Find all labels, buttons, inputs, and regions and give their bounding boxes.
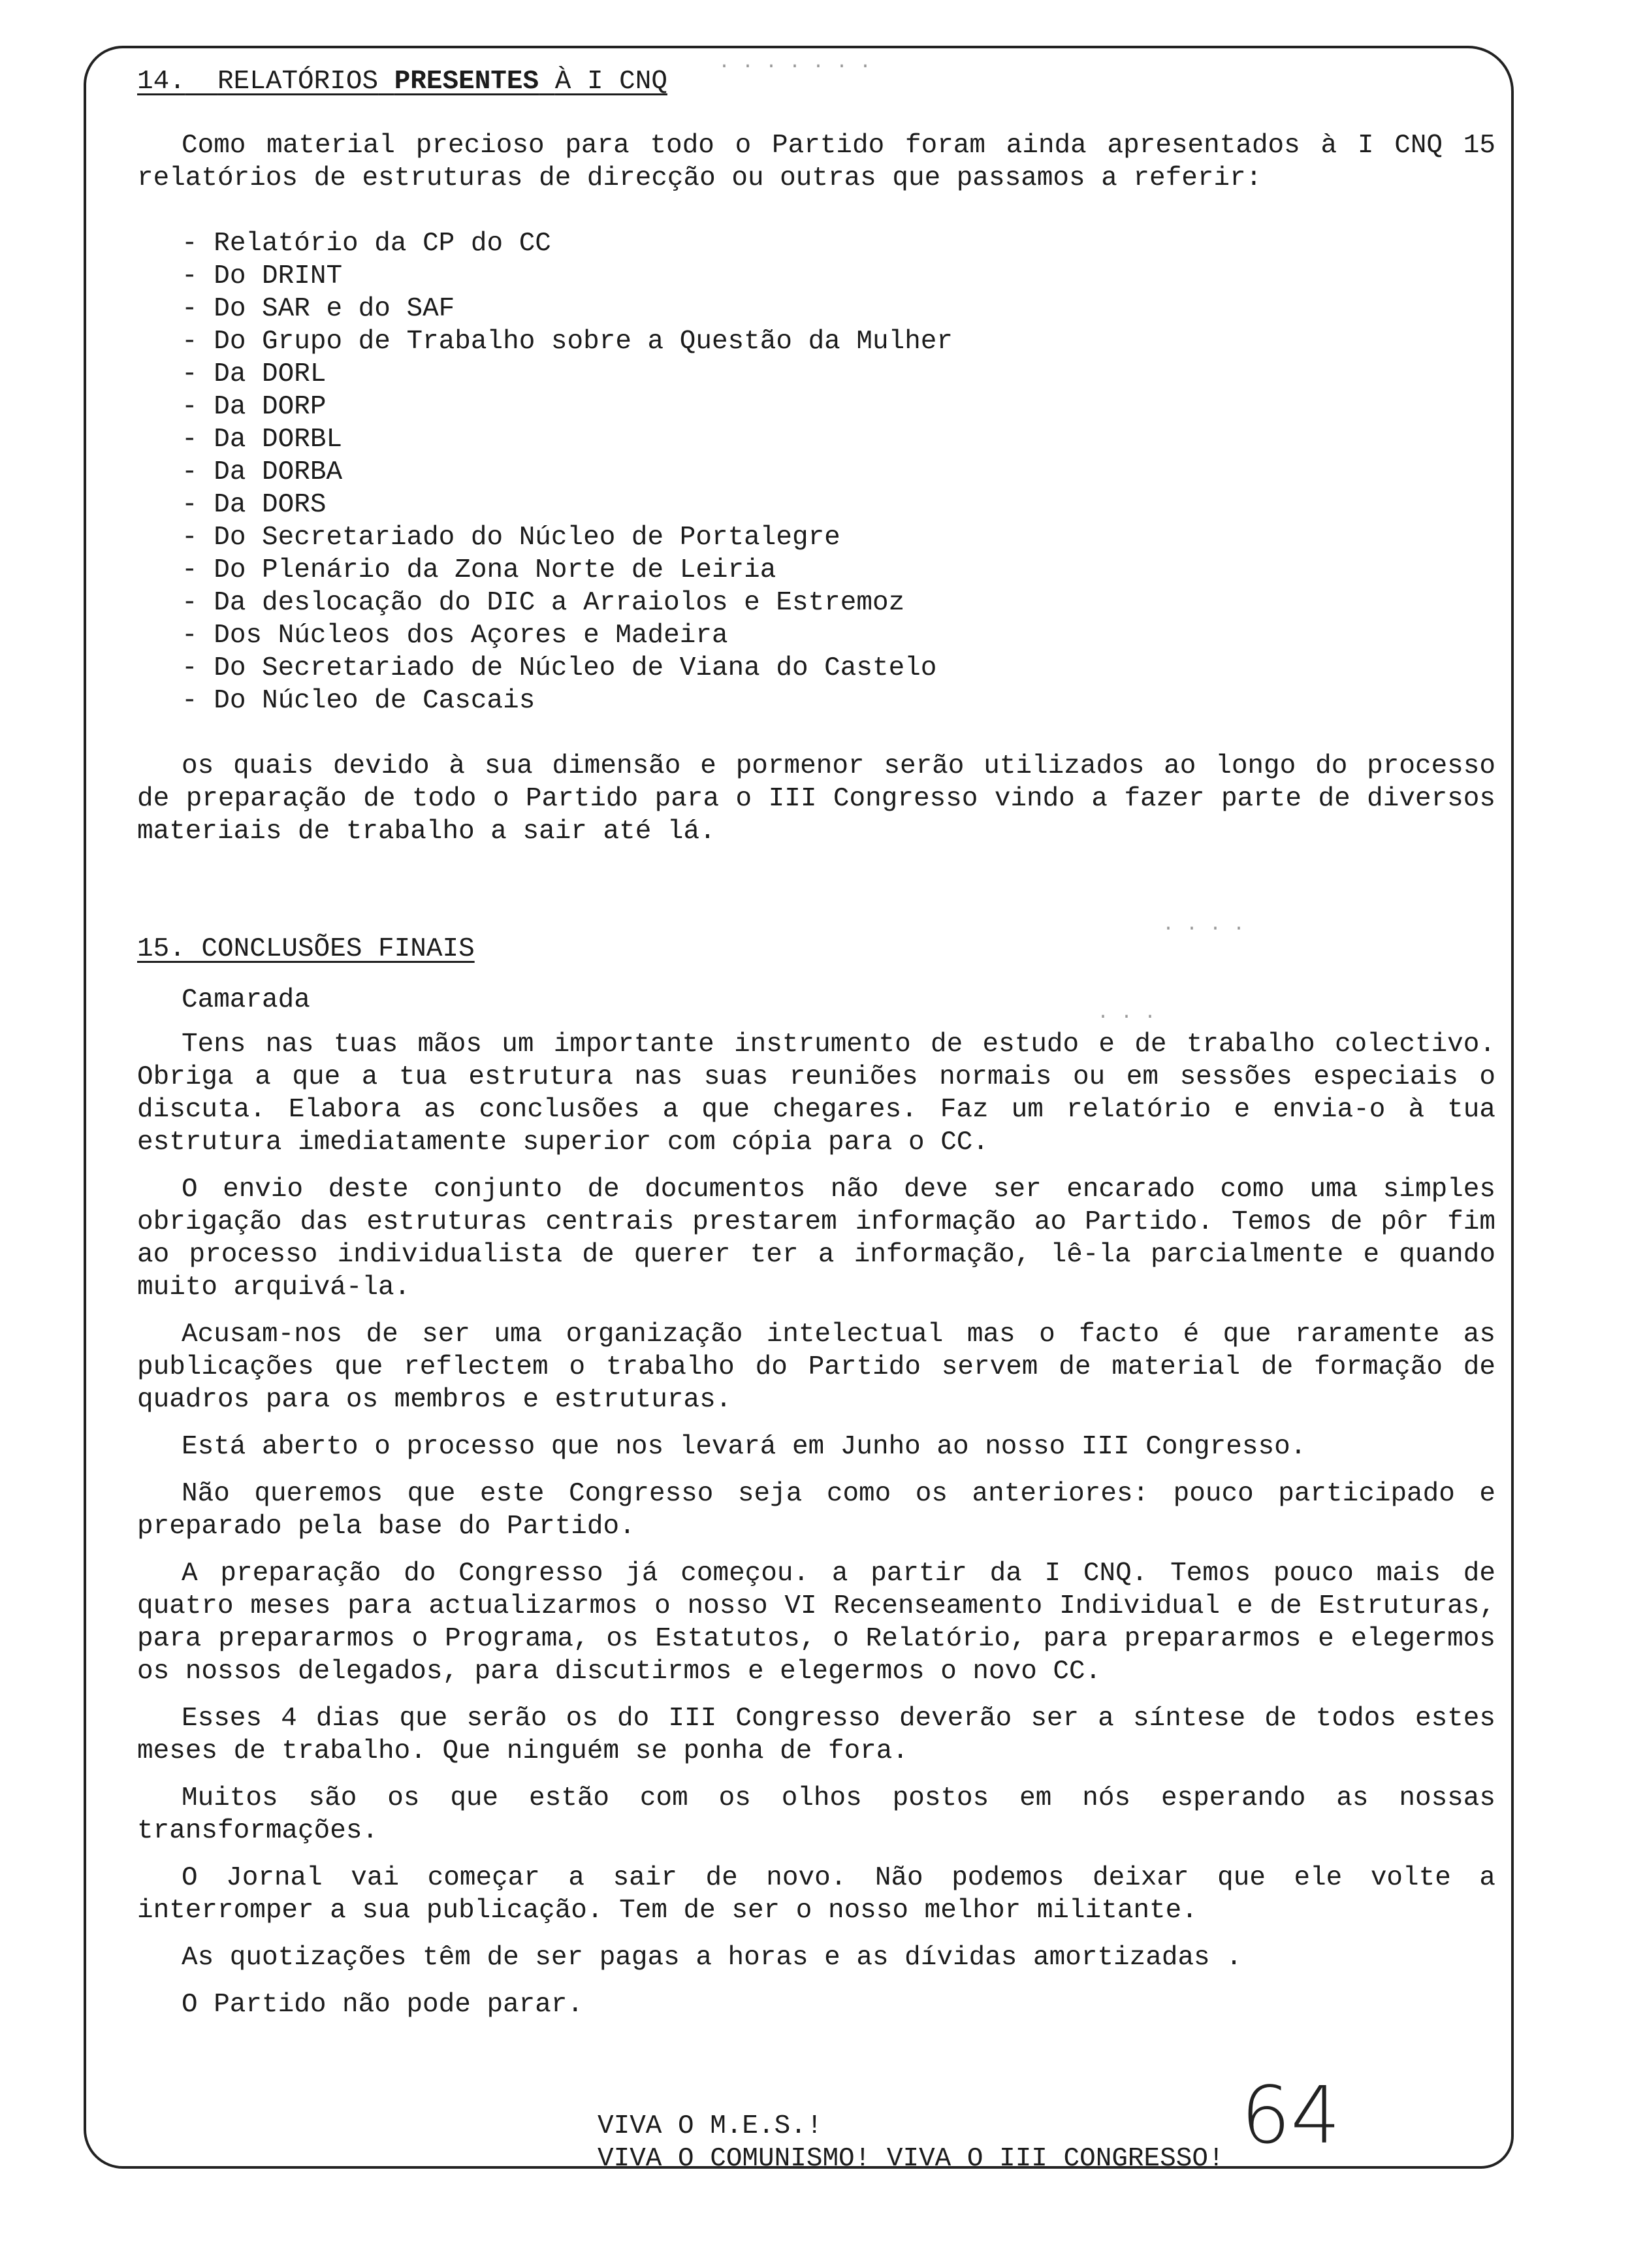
list-item: - Dos Núcleos dos Açores e Madeira: [182, 619, 1495, 652]
list-item: - Da DORS: [182, 489, 1495, 521]
section-14-title-end: À I CNQ: [554, 67, 667, 97]
page-number: 64: [1241, 2071, 1341, 2162]
conclusion-paragraph: A preparação do Congresso já começou. a partir da I CNQ. Temos pouco mais de quatro meses para actualizarmos o nosso VI Recenseamento Individual e de Estruturas, para prepararmos o Programa, os Estatutos, o Relatório, para prepararmos e elegermos os nossos delegados, para discutirmos e elegermos o novo CC.: [137, 1559, 1495, 1687]
conclusion-paragraph: As quotizações têm de ser pagas a horas e as dívidas amortizadas .: [182, 1943, 1242, 1973]
list-item: - Do DRINT: [182, 260, 1495, 293]
conclusion-paragraph: Esses 4 dias que serão os do III Congresso deverão ser a síntese de todos estes meses de trabalho. Que ninguém se ponha de fora.: [137, 1704, 1495, 1766]
scan-speckle: · · · ·: [1162, 918, 1245, 940]
conclusion-paragraph: Acusam-nos de ser uma organização intelectual mas o facto é que raramente as publicações que reflectem o trabalho do Partido servem de material de formação de quadros para os membros e estruturas.: [137, 1320, 1495, 1415]
footer-line-2: VIVA O COMUNISMO! VIVA O III CONGRESSO!: [598, 2144, 1224, 2174]
footer-line-1: VIVA O M.E.S.!: [598, 2111, 823, 2141]
conclusion-paragraph: Está aberto o processo que nos levará em Junho ao nosso III Congresso.: [182, 1432, 1307, 1462]
scan-speckle: · · ·: [1097, 1006, 1157, 1028]
list-item: - Da DORBA: [182, 456, 1495, 489]
conclusion-paragraph: Não queremos que este Congresso seja como os anteriores: pouco participado e preparado pela base do Partido.: [137, 1479, 1495, 1542]
conclusion-paragraph: O Jornal vai começar a sair de novo. Não podemos deixar que ele volte a interromper a sua publicação. Tem de ser o nosso melhor militante.: [137, 1863, 1495, 1926]
scan-speckle: · · · · · · ·: [718, 56, 872, 78]
list-item: - Da DORL: [182, 358, 1495, 391]
section-15-heading: 15. CONCLUSÕES FINAIS: [137, 934, 475, 964]
list-item: - Do Grupo de Trabalho sobre a Questão da Mulher: [182, 325, 1495, 358]
list-item: - Do Secretariado de Núcleo de Viana do Castelo: [182, 652, 1495, 685]
list-item: - Da DORP: [182, 391, 1495, 423]
section-14-closing: os quais devido à sua dimensão e pormenor serão utilizados ao longo do processo de preparação de todo o Partido para o III Congresso vindo a fazer parte de diversos materiais de trabalho a sair até lá.: [137, 751, 1495, 847]
list-item: - Da deslocação do DIC a Arraiolos e Estremoz: [182, 587, 1495, 619]
list-item: - Do Secretariado do Núcleo de Portalegre: [182, 521, 1495, 554]
report-list: [137, 227, 1495, 717]
list-item: - Relatório da CP do CC: [182, 227, 1495, 260]
list-item: - Do SAR e do SAF: [182, 293, 1495, 325]
conclusion-paragraph: Tens nas tuas mãos um importante instrumento de estudo e de trabalho colectivo. Obriga a que a tua estrutura nas suas reuniões normais ou em sessões especiais o discuta. Elabora as conclusões a que chegares. Faz um relatório e envia-o à tua estrutura imediatamente superior com cópia para o CC.: [137, 1029, 1495, 1158]
list-item: - Do Núcleo de Cascais: [182, 685, 1495, 717]
document-body: [137, 65, 1495, 2021]
conclusion-paragraph: O Partido não pode parar.: [182, 1990, 584, 2020]
section-14-intro: Como material precioso para todo o Partido foram ainda apresentados à I CNQ 15 relatórios de estruturas de direcção ou outras que passamos a referir:: [137, 131, 1495, 193]
list-item: - Do Plenário da Zona Norte de Leiria: [182, 554, 1495, 587]
footer-slogans: [598, 2110, 1224, 2175]
list-item: - Da DORBL: [182, 423, 1495, 456]
section-14-title-start: RELATÓRIOS: [217, 67, 379, 97]
conclusion-paragraph: Muitos são os que estão com os olhos postos em nós esperando as nossas transformações.: [137, 1783, 1495, 1846]
section-14-title-struck: PRESENTES: [394, 67, 539, 97]
conclusion-paragraph: O envio deste conjunto de documentos não deve ser encarado como uma simples obrigação das estruturas centrais prestarem informação ao Partido. Temos de pôr fim ao processo individualista de querer ter a informação, lê-la parcialmente e quando muito arquivá-la.: [137, 1174, 1495, 1303]
salutation: Camarada: [182, 985, 310, 1015]
section-14-number: 14.: [137, 67, 185, 97]
